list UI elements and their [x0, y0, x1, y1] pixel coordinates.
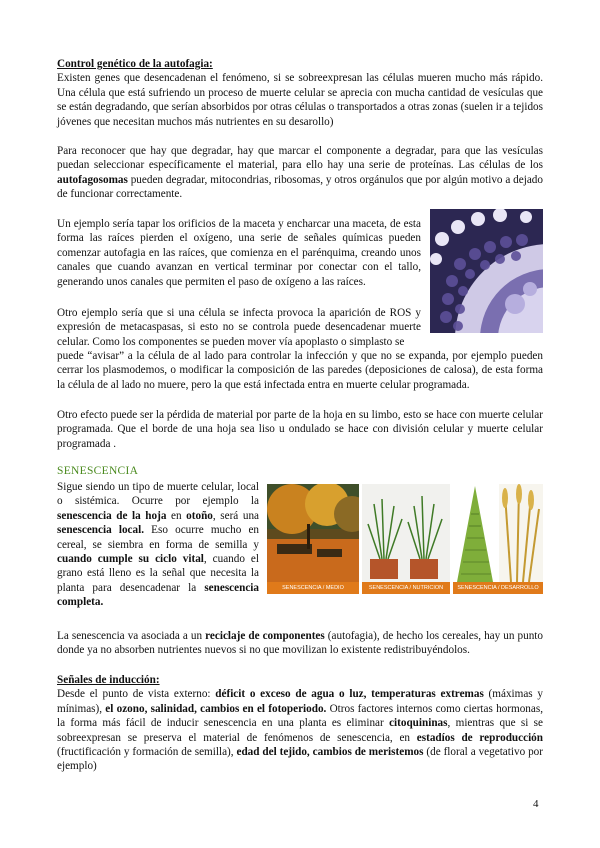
paragraph: Otro ejemplo sería que si una célula se infecta provoca la aparición de ROS y expresión de metacaspasas, si esto no se controla puede desencadenar muerte celular. Como los componentes se pueden mover vía apoplasto o simplasto se: [57, 307, 421, 348]
image-caption: SENESCENCIA / DESARROLLO: [453, 582, 543, 594]
paragraph: Existen genes que desencadenan el fenómeno, si se sobreexpresan las células mueren mucho más rápido. Una célula que está sufriendo un proceso de muerte celular se aprecia con mucha cantidad de vesículas que se están degradando, que serían absorbidos por otras células o transportados a otras zonas (suelen ir a tejidos jóvenes que necesitan muchos más nutrientes en su desarollo): [57, 72, 543, 128]
paragraph: Para reconocer que hay que degradar, hay que marcar el componente a degradar, para que las vesículas puedan seleccionar específicamente el material, para ello hay una serie de proteínas. Las células de los autofagosomas pueden degradar, mitocondrias, ribosomas, y otros orgánulos que por algún motivo a dejado de funcionar correctamente.: [57, 145, 543, 201]
paragraph: Otro efecto puede ser la pérdida de material por parte de la hoja en su limbo, esto se hace con muerte celular programada. Que el borde de una hoja sea liso u ondulado se hace con división celular y muerte celular programada .: [57, 409, 543, 450]
paragraph: La senescencia va asociada a un reciclaje de componentes (autofagia), de hecho los cereales, hay un punto donde ya no absorben nutrientes nuevos si no que movilizan lo existente redistribuyéndolos.: [57, 630, 543, 657]
plants-nutrition-image: [362, 484, 450, 594]
root-cross-section-image: [430, 209, 543, 333]
section-heading: Señales de inducción:: [57, 674, 160, 686]
paragraph: Sigue siendo un tipo de muerte celular, local o sistémica. Ocurre por ejemplo la senescencia de la hoja en otoño, será una senescencia local. Eso ocurre mucho en cereal, se siembra en forma de semilla y cuando cumple su ciclo vital, cuando el grano está lleno es la señal que necesita la planta para desencadenar la senescencia completa.: [57, 481, 259, 609]
page-number: 4: [533, 798, 539, 810]
paragraph: Desde el punto de vista externo: déficit o exceso de agua o luz, temperaturas extremas (máximas y mínimas), el ozono, salinidad, cambios en el fotoperiodo. Otros factores internos como ciertas hormonas, la forma más fácil de inducir senescencia en una planta es eliminar citoquininas, mientras que si se sobreexpresan se preserva el material de fenómenos de senescencia, en estadíos de reproducción (fructificación y formación de semilla), edad del tejido, cambios de meristemos (de floral a vegetativo por ejemplo): [57, 688, 543, 773]
section-title: SENESCENCIA: [57, 465, 139, 477]
section-heading: Control genético de la autofagia:: [57, 58, 213, 70]
paragraph: Un ejemplo sería tapar los orificios de la maceta y encharcar una maceta, de esta forma las raíces pierden el oxígeno, una serie de señales químicas pueden comenzar autofagia en las raíces, que comienza en el parénquima, creando unos canales que cuando avanzan en vertical terminar por conectar con el tallo, generando unos canales que permiten el paso de oxígeno a las raíces.: [57, 218, 421, 288]
image-caption: SENESCENCIA / NUTRICION: [362, 582, 450, 594]
autofagia-section: [57, 57, 543, 129]
bold-term: autofagosomas: [57, 173, 128, 186]
leaf-development-image: [453, 484, 543, 594]
induccion-section: [57, 673, 543, 774]
paragraph: puede “avisar” a la célula de al lado para controlar la infección y que no se expanda, por ejemplo pueden cerrar los plasmodemos, o modificar la composición de las paredes (deposiciones de calosa), de esta forma la célula de al lado no muere, pero la que está infectada entra en muerte celular programada.: [57, 350, 543, 391]
image-caption: SENESCENCIA / MEDIO: [267, 582, 359, 594]
autumn-park-image: [267, 484, 359, 594]
